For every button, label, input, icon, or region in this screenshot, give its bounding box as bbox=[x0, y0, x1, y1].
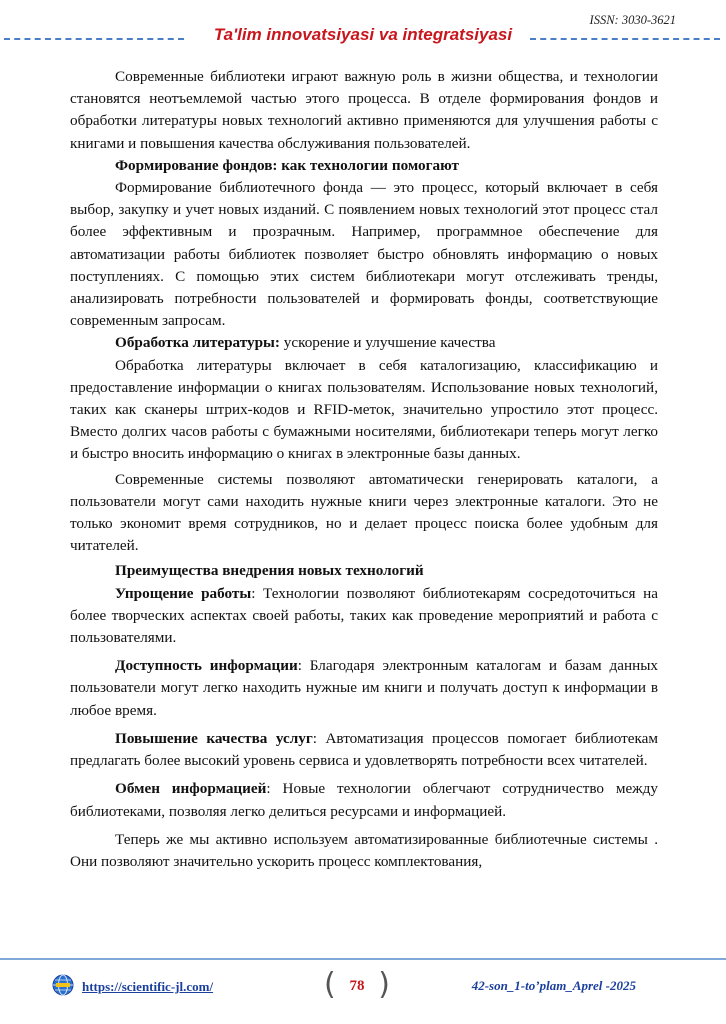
paragraph-modern-systems: Современные системы позволяют автоматически генерировать каталоги, а пользователи могут сами находить нужные книги через электронные каталоги. Это не только экономит время сотрудников, но и делает процесс поиска более удобным для читателей. bbox=[70, 470, 658, 555]
bracket-left-icon: ( bbox=[324, 967, 336, 1002]
advantage-text: : Автоматизация процессов помогает библиотекам предлагать более высокий уровень сервиса и удовлетворять потребности всех читателей. bbox=[70, 729, 658, 770]
journal-website-link[interactable]: https://scientific-jl.com/ bbox=[82, 979, 214, 994]
issn-number: ISSN: 3030-3621 bbox=[589, 13, 676, 27]
advantage-term: Обмен информацией bbox=[115, 780, 267, 798]
footer-divider bbox=[0, 958, 726, 960]
article-body bbox=[70, 66, 658, 873]
advantage-term: Упрощение работы bbox=[115, 584, 252, 602]
header-divider-right bbox=[530, 38, 720, 40]
paragraph-intro: Современные библиотеки играют важную роль в жизни общества, и технологии становятся неотъемлемой частью этого процесса. В отделе формирования фондов и обработки литературы новых технологий активно применяются для улучшения работы с книгами и повышения качества обслуживания пользователей. bbox=[70, 68, 658, 152]
advantage-term: Повышение качества услуг bbox=[115, 729, 313, 747]
advantage-exchange bbox=[70, 778, 658, 822]
advantage-text: : Благодаря электронным каталогам и базам данных пользователи могут легко находить нужные им книги и получать доступ к информации в любое время. bbox=[70, 657, 658, 719]
paragraph-literature-processing: Обработка литературы включает в себя каталогизацию, классификацию и предоставление информации о книгах пользователям. Использование новых технологий, таких как сканеры штрих-кодов и RFID-меток, значительно упростило этот процесс. Вместо долгих часов работы с бумажными носителями, библиотекари теперь могут легко и быстро вносить информацию о книгах в электронные базы данных. bbox=[70, 356, 658, 463]
page-header bbox=[0, 0, 726, 60]
advantage-text: : Новые технологии облегчают сотрудничество между библиотеками, позволяя легко делиться ресурсами и информацией. bbox=[70, 780, 658, 820]
page-number-box bbox=[324, 967, 390, 1002]
page-footer bbox=[0, 966, 726, 1006]
globe-icon bbox=[52, 974, 74, 996]
section-heading-advantages: Преимущества внедрения новых технологий bbox=[115, 562, 424, 580]
journal-title: Ta'lim innovatsiyasi va integratsiyasi bbox=[213, 25, 513, 44]
heading-normal-part: ускорение и улучшение качества bbox=[279, 334, 496, 352]
heading-bold-part: Обработка литературы: bbox=[115, 334, 280, 352]
page-number: 78 bbox=[349, 978, 365, 994]
advantage-accessibility bbox=[70, 655, 658, 722]
advantage-term: Доступность информации bbox=[115, 657, 298, 675]
section-heading-literature-processing bbox=[70, 332, 658, 354]
advantage-text: : Технологии позволяют библиотекарям сосредоточиться на более творческих аспектах своей работы, таких как проведение мероприятий и работа с пользователями. bbox=[70, 584, 658, 647]
advantage-quality bbox=[70, 728, 658, 772]
paragraph-automated-systems: Теперь же мы активно используем автоматизированные библиотечные системы . Они позволяют значительно ускорить процесс комплектования, bbox=[70, 830, 658, 870]
bracket-right-icon: ) bbox=[378, 967, 390, 1002]
paragraph-fund-formation: Формирование библиотечного фонда — это процесс, который включает в себя выбор, закупку и учет новых изданий. С появлением новых технологий этот процесс стал более эффективным и прозрачным. Например, программное обеспечение для автоматизации работы библиотек позволяет быстро обновлять информацию о новых поступлениях. С помощью этих систем библиотекари могут отслеживать тренды, анализировать потребности пользователей и формировать фонды, соответствующие современным запросам. bbox=[70, 179, 658, 330]
advantage-simplification bbox=[70, 583, 658, 650]
section-heading-fund-formation: Формирование фондов: как технологии помогают bbox=[115, 156, 460, 174]
issue-info: 42-son_1-to’plam_Aprel -2025 bbox=[471, 978, 636, 993]
